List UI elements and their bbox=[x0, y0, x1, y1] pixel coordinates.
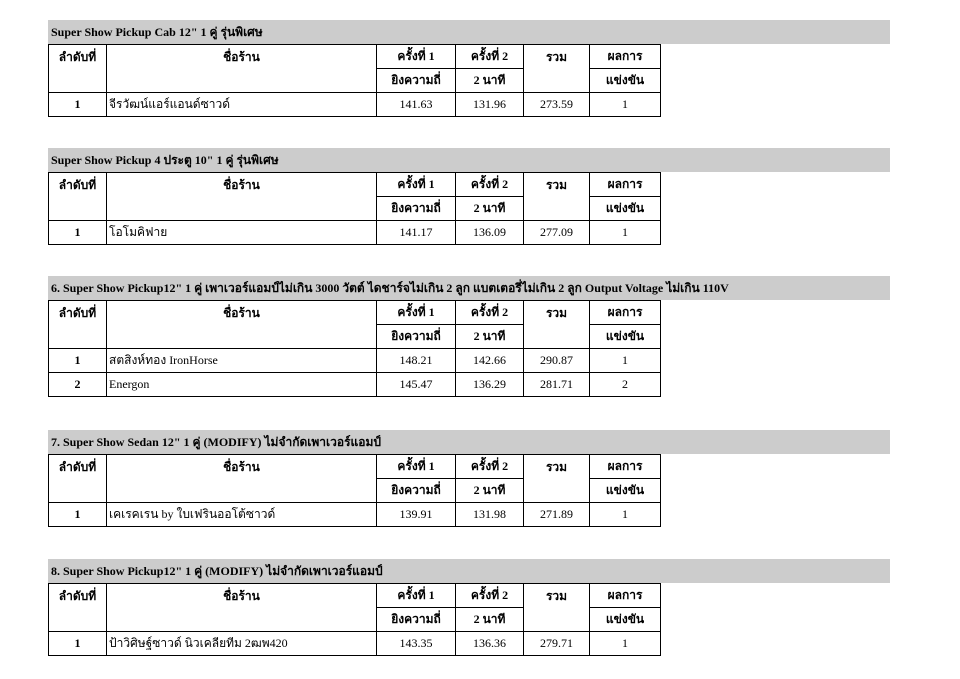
rank-header: ลำดับที่ bbox=[49, 45, 107, 93]
round2-subheader: 2 นาที bbox=[456, 479, 524, 503]
round1-header: ครั้งที่ 1 bbox=[377, 45, 456, 69]
shop-cell: โอโมคิฟาย bbox=[107, 221, 377, 245]
total-cell: 279.71 bbox=[524, 632, 590, 656]
shop-cell: เคเรคเรน by ใบเฟรินออโต้ซาวด์ bbox=[107, 503, 377, 527]
round2-cell: 136.09 bbox=[456, 221, 524, 245]
round1-header: ครั้งที่ 1 bbox=[377, 301, 456, 325]
round2-subheader: 2 นาที bbox=[456, 197, 524, 221]
round1-cell: 141.17 bbox=[377, 221, 456, 245]
total-cell: 271.89 bbox=[524, 503, 590, 527]
round2-cell: 136.29 bbox=[456, 373, 524, 397]
result-cell: 1 bbox=[590, 349, 661, 373]
results-section bbox=[48, 430, 890, 527]
results-table bbox=[48, 44, 661, 117]
result-subheader: แข่งขัน bbox=[590, 325, 661, 349]
result-cell: 1 bbox=[590, 503, 661, 527]
result-cell: 1 bbox=[590, 93, 661, 117]
shop-header: ชื่อร้าน bbox=[107, 301, 377, 349]
round2-cell: 131.96 bbox=[456, 93, 524, 117]
round1-cell: 145.47 bbox=[377, 373, 456, 397]
section-title: 7. Super Show Sedan 12" 1 คู่ (MODIFY) ไม่จำกัดเพาเวอร์แอมป์ bbox=[48, 430, 890, 454]
round2-header: ครั้งที่ 2 bbox=[456, 455, 524, 479]
rank-cell: 1 bbox=[49, 632, 107, 656]
result-cell: 1 bbox=[590, 632, 661, 656]
result-header: ผลการ bbox=[590, 45, 661, 69]
total-cell: 290.87 bbox=[524, 349, 590, 373]
round2-header: ครั้งที่ 2 bbox=[456, 45, 524, 69]
round2-cell: 136.36 bbox=[456, 632, 524, 656]
round2-header: ครั้งที่ 2 bbox=[456, 173, 524, 197]
round2-subheader: 2 นาที bbox=[456, 608, 524, 632]
rank-header: ลำดับที่ bbox=[49, 584, 107, 632]
shop-header: ชื่อร้าน bbox=[107, 455, 377, 503]
shop-header: ชื่อร้าน bbox=[107, 173, 377, 221]
rank-cell: 1 bbox=[49, 349, 107, 373]
total-header: รวม bbox=[524, 45, 590, 93]
table-row bbox=[49, 221, 661, 245]
round2-header: ครั้งที่ 2 bbox=[456, 301, 524, 325]
round1-cell: 148.21 bbox=[377, 349, 456, 373]
total-header: รวม bbox=[524, 301, 590, 349]
result-header: ผลการ bbox=[590, 173, 661, 197]
round2-header: ครั้งที่ 2 bbox=[456, 584, 524, 608]
round2-cell: 131.98 bbox=[456, 503, 524, 527]
result-cell: 2 bbox=[590, 373, 661, 397]
results-table bbox=[48, 583, 661, 656]
section-title: 8. Super Show Pickup12" 1 คู่ (MODIFY) ไม่จำกัดเพาเวอร์แอมป์ bbox=[48, 559, 890, 583]
round1-cell: 143.35 bbox=[377, 632, 456, 656]
total-cell: 273.59 bbox=[524, 93, 590, 117]
round1-header: ครั้งที่ 1 bbox=[377, 584, 456, 608]
round2-subheader: 2 นาที bbox=[456, 325, 524, 349]
result-header: ผลการ bbox=[590, 301, 661, 325]
round1-subheader: ยิงความถี่ bbox=[377, 69, 456, 93]
shop-header: ชื่อร้าน bbox=[107, 45, 377, 93]
results-section bbox=[48, 559, 890, 656]
results-section bbox=[48, 20, 890, 117]
rank-cell: 1 bbox=[49, 503, 107, 527]
table-row bbox=[49, 93, 661, 117]
result-subheader: แข่งขัน bbox=[590, 608, 661, 632]
results-section bbox=[48, 276, 890, 397]
total-cell: 281.71 bbox=[524, 373, 590, 397]
round1-subheader: ยิงความถี่ bbox=[377, 479, 456, 503]
shop-cell: ป้าวิศิษฐ์ซาวด์ นิวเคลียทีม 2ฒพ420 bbox=[107, 632, 377, 656]
rank-cell: 1 bbox=[49, 221, 107, 245]
table-row bbox=[49, 373, 661, 397]
section-title: Super Show Pickup Cab 12" 1 คู่ รุ่นพิเศษ bbox=[48, 20, 890, 44]
total-cell: 277.09 bbox=[524, 221, 590, 245]
section-title: 6. Super Show Pickup12" 1 คู่ เพาเวอร์แอมป์ไม่เกิน 3000 วัตต์ ไดชาร์จไม่เกิน 2 ลูก แบตเตอรี่ไม่เกิน 2 ลูก Output Voltage ไม่เกิน 110V bbox=[48, 276, 890, 300]
result-subheader: แข่งขัน bbox=[590, 197, 661, 221]
round1-header: ครั้งที่ 1 bbox=[377, 173, 456, 197]
round1-subheader: ยิงความถี่ bbox=[377, 608, 456, 632]
results-table bbox=[48, 172, 661, 245]
rank-cell: 1 bbox=[49, 93, 107, 117]
table-row bbox=[49, 349, 661, 373]
round1-subheader: ยิงความถี่ bbox=[377, 325, 456, 349]
results-table bbox=[48, 300, 661, 397]
rank-header: ลำดับที่ bbox=[49, 455, 107, 503]
shop-cell: Energon bbox=[107, 373, 377, 397]
result-header: ผลการ bbox=[590, 455, 661, 479]
total-header: รวม bbox=[524, 455, 590, 503]
round1-cell: 141.63 bbox=[377, 93, 456, 117]
shop-cell: สตสิงห์ทอง IronHorse bbox=[107, 349, 377, 373]
results-section bbox=[48, 148, 890, 245]
round1-cell: 139.91 bbox=[377, 503, 456, 527]
result-subheader: แข่งขัน bbox=[590, 479, 661, 503]
shop-cell: จีรวัฒน์แอร์แอนด์ซาวด์ bbox=[107, 93, 377, 117]
round1-header: ครั้งที่ 1 bbox=[377, 455, 456, 479]
rank-header: ลำดับที่ bbox=[49, 301, 107, 349]
result-subheader: แข่งขัน bbox=[590, 69, 661, 93]
rank-cell: 2 bbox=[49, 373, 107, 397]
round2-cell: 142.66 bbox=[456, 349, 524, 373]
round2-subheader: 2 นาที bbox=[456, 69, 524, 93]
round1-subheader: ยิงความถี่ bbox=[377, 197, 456, 221]
total-header: รวม bbox=[524, 173, 590, 221]
shop-header: ชื่อร้าน bbox=[107, 584, 377, 632]
table-row bbox=[49, 632, 661, 656]
table-row bbox=[49, 503, 661, 527]
result-header: ผลการ bbox=[590, 584, 661, 608]
rank-header: ลำดับที่ bbox=[49, 173, 107, 221]
results-table bbox=[48, 454, 661, 527]
section-title: Super Show Pickup 4 ประตู 10" 1 คู่ รุ่นพิเศษ bbox=[48, 148, 890, 172]
total-header: รวม bbox=[524, 584, 590, 632]
result-cell: 1 bbox=[590, 221, 661, 245]
